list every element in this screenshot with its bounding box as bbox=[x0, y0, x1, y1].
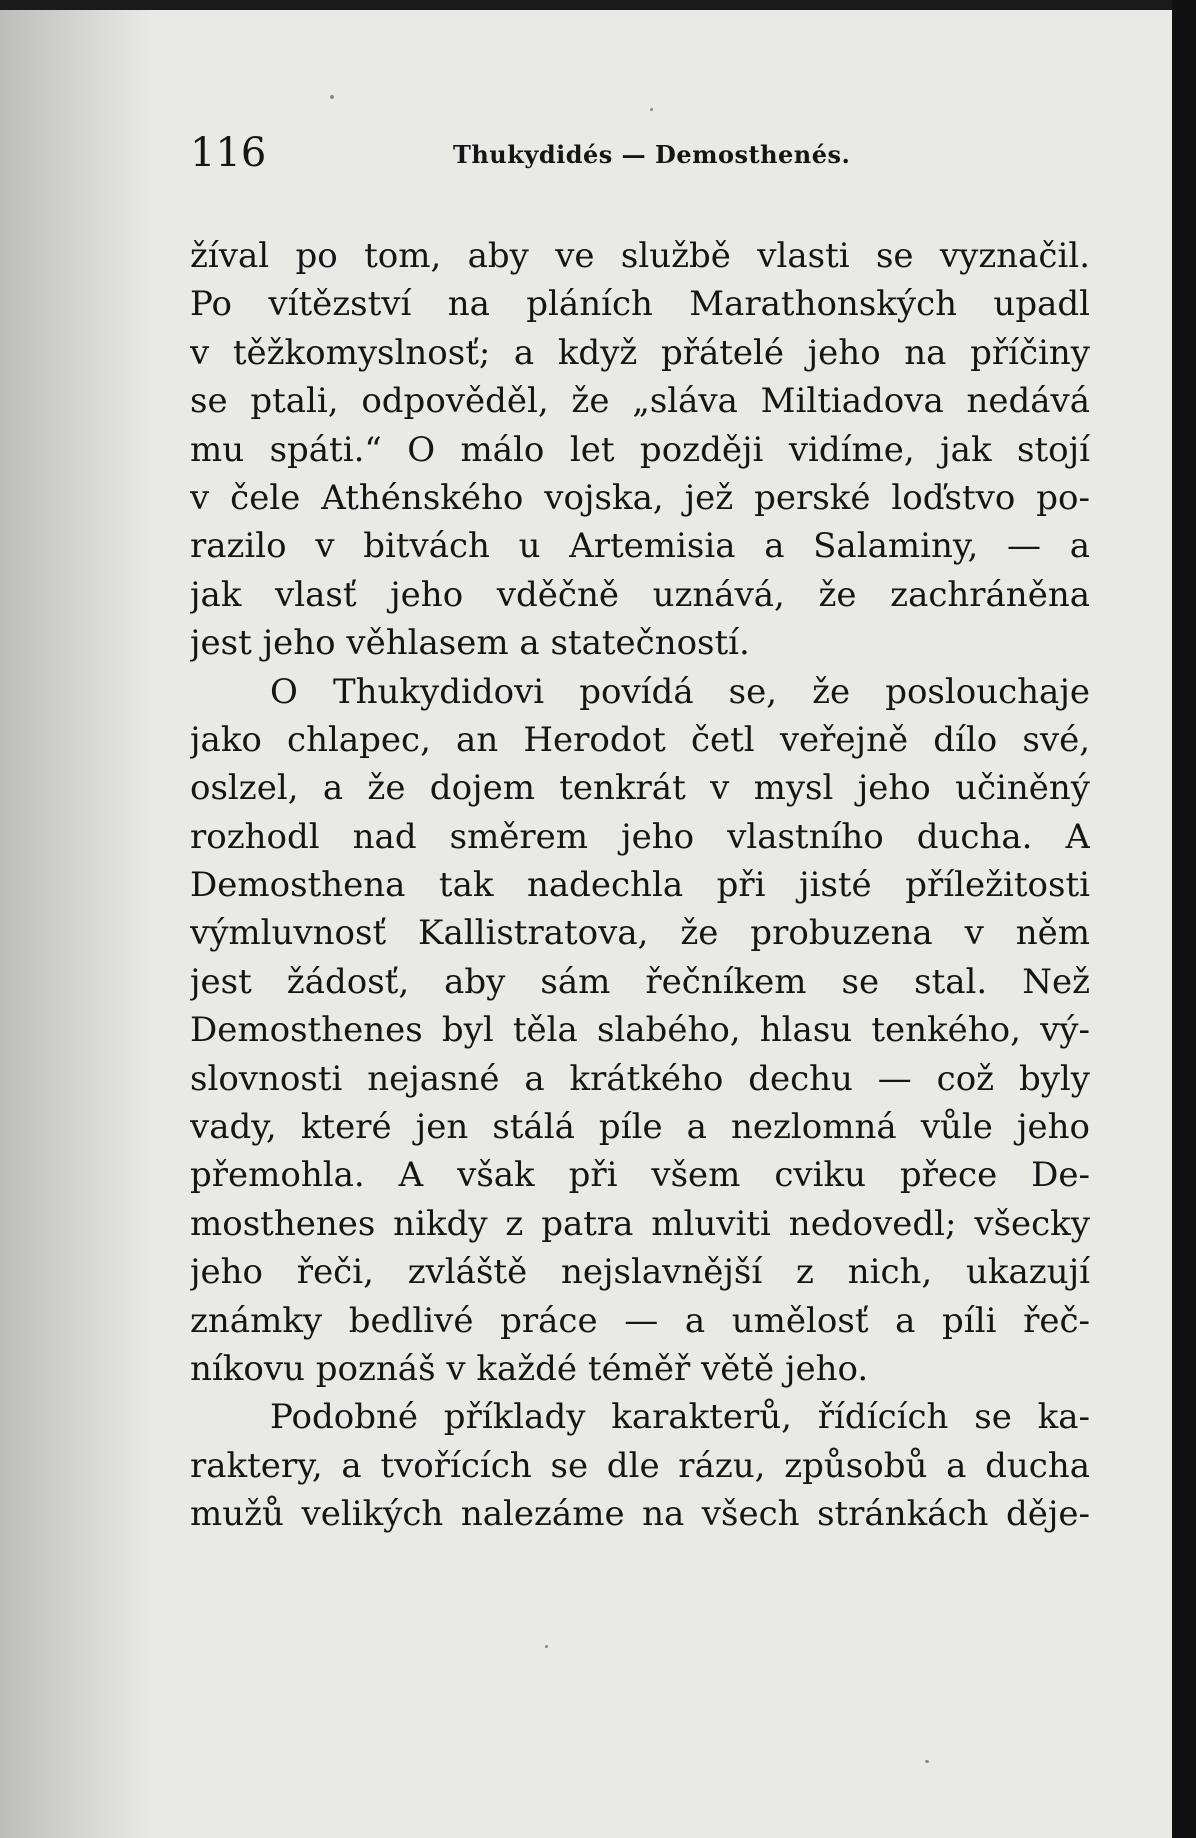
text-line: jest žádosť, aby sám řečníkem se stal. Než bbox=[190, 961, 1090, 1002]
text-line: v čele Athénského vojska, jež perské loďstvo po- bbox=[190, 477, 1090, 518]
text-line: známky bedlivé práce — a umělosť a píli řeč- bbox=[190, 1300, 1090, 1341]
paper-speck bbox=[545, 1645, 548, 1648]
page-header bbox=[190, 128, 1090, 188]
text-line: Po vítězství na pláních Marathonských upadl bbox=[190, 284, 1090, 325]
page-number: 116 bbox=[190, 130, 267, 176]
text-line: oslzel, a že dojem tenkrát v mysl jeho učiněný bbox=[190, 768, 1090, 809]
text-line: se ptali, odpověděl, že „sláva Miltiadova nedává bbox=[190, 381, 1090, 422]
text-line: žíval po tom, aby ve službě vlasti se vyznačil. bbox=[190, 236, 1090, 276]
page-shadow bbox=[0, 0, 150, 1838]
text-line: Demosthena tak nadechla při jisté příležitosti bbox=[190, 865, 1090, 906]
text-line: O Thukydidovi povídá se, že poslouchaje bbox=[270, 671, 1090, 712]
text-line: jak vlasť jeho vděčně uznává, že zachráněna bbox=[190, 574, 1090, 615]
text-line: razilo v bitvách u Artemisia a Salaminy, — a bbox=[190, 526, 1090, 567]
paper-speck bbox=[330, 95, 334, 99]
body-text bbox=[190, 232, 1090, 1539]
running-head: Thukydidés — Demosthenés. bbox=[453, 140, 851, 169]
text-line: slovnosti nejasné a krátkého dechu — což byly bbox=[190, 1058, 1090, 1099]
text-line: níkovu poznáš v každé téměř větě jeho. bbox=[190, 1348, 869, 1389]
text-line: vady, které jen stálá píle a nezlomná vůle jeho bbox=[190, 1107, 1090, 1148]
top-edge bbox=[0, 0, 1172, 10]
text-line: rozhodl nad směrem jeho vlastního ducha. A bbox=[190, 816, 1090, 857]
paper-speck bbox=[650, 108, 653, 111]
text-line: v těžkomyslnosť; a když přátelé jeho na příčiny bbox=[190, 332, 1090, 373]
text-line: Podobné příklady karakterů, řídících se ka- bbox=[270, 1397, 1090, 1438]
text-line: mu spáti.“ O málo let později vidíme, jak stojí bbox=[190, 429, 1090, 470]
text-line: mužů velikých nalezáme na všech stránkách děje- bbox=[190, 1494, 1090, 1535]
text-line: Demosthenes byl těla slabého, hlasu tenkého, vý- bbox=[190, 1010, 1090, 1051]
text-line: přemohla. A však při všem cviku přece De- bbox=[190, 1155, 1090, 1196]
text-line: jeho řeči, zvláště nejslavnější z nich, ukazují bbox=[190, 1252, 1090, 1293]
text-line: raktery, a tvořících se dle rázu, způsobů a ducha bbox=[190, 1445, 1090, 1486]
text-line: výmluvnosť Kallistratova, že probuzena v něm bbox=[190, 913, 1090, 954]
scan-border bbox=[1172, 0, 1196, 1838]
text-line: mosthenes nikdy z patra mluviti nedovedl; všecky bbox=[190, 1203, 1090, 1244]
text-line: jest jeho věhlasem a statečností. bbox=[190, 623, 750, 664]
paper-speck bbox=[925, 1760, 929, 1763]
text-line: jako chlapec, an Herodot četl veřejně dílo své, bbox=[190, 719, 1090, 760]
